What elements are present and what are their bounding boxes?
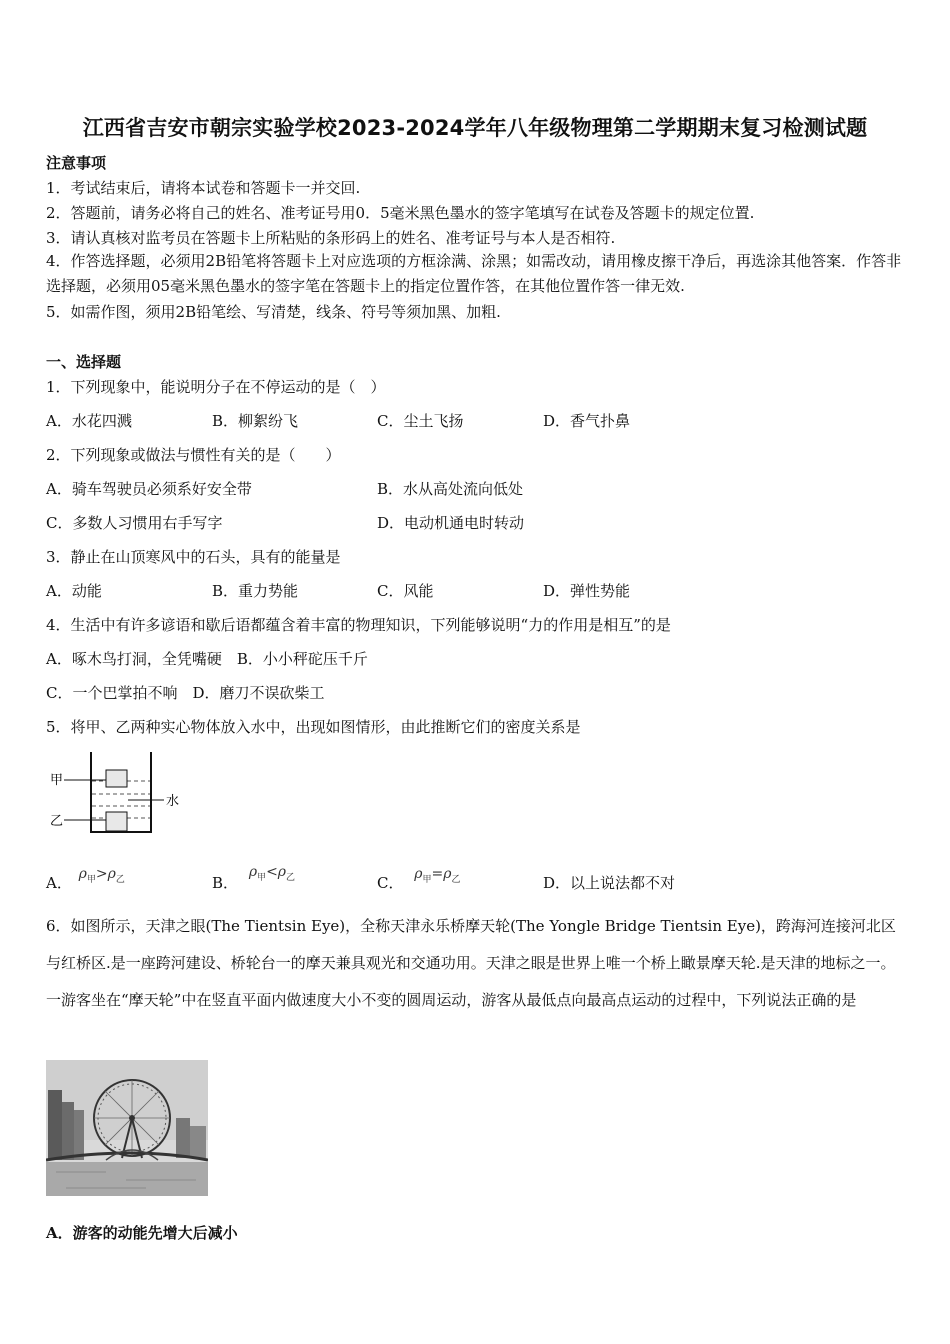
tianjin-eye-photo [46, 1060, 208, 1196]
q5-option-c [377, 866, 461, 895]
q6-option-a: A．游客的动能先增大后减小 [46, 1224, 238, 1242]
option-letter: C． [377, 874, 404, 892]
q5-option-b [212, 864, 296, 895]
q4-options-row-2: C．一个巴掌拍不响 D．磨刀不误砍柴工 [46, 684, 325, 702]
q3-option-a: A．动能 [46, 582, 102, 600]
q5-option-d: D．以上说法都不对 [543, 874, 676, 892]
option-letter: A． [46, 874, 72, 892]
density-relation: $\rho_甲=\rho_乙$ [414, 866, 461, 885]
q4-options-row-1: A．啄木鸟打洞，全凭嘴硬 B．小小秤砣压千斤 [46, 650, 368, 668]
q3-option-b: B．重力势能 [212, 582, 299, 600]
question-2-stem: 2．下列现象或做法与惯性有关的是（ ） [46, 446, 341, 464]
notice-item: 4．作答选择题，必须用2B铅笔将答题卡上对应选项的方框涂满、涂黑；如需改动，请用橡皮擦干净后，再选涂其他答案．作答非选择题，必须用05毫米黑色墨水的签字笔在答题卡上的指定位置作答，在其他位置作答一律无效. [46, 252, 902, 295]
object-jia [106, 770, 127, 787]
building [62, 1102, 74, 1160]
building [74, 1110, 84, 1160]
option-letter: B． [212, 874, 239, 892]
q2-option-a: A．骑车驾驶员必须系好安全带 [46, 480, 252, 498]
notice-item: 1．考试结束后，请将本试卷和答题卡一并交回. [46, 179, 361, 197]
label-water: 水 [166, 794, 180, 809]
q2-option-d: D．电动机通电时转动 [377, 514, 525, 532]
section-heading: 一、选择题 [46, 353, 122, 371]
density-relation: $\rho_甲<\rho_乙$ [248, 864, 296, 883]
exam-title: 江西省吉安市朝宗实验学校2023-2024学年八年级物理第二学期期末复习检测试题 [82, 116, 868, 140]
question-5-stem: 5．将甲、乙两种实心物体放入水中，出现如图情形，由此推断它们的密度关系是 [46, 718, 581, 736]
question-1-stem: 1．下列现象中，能说明分子在不停运动的是（ ） [46, 378, 386, 396]
q5-option-a [46, 866, 125, 895]
q2-option-c: C．多数人习惯用右手写字 [46, 514, 223, 532]
question-4-stem: 4．生活中有许多谚语和歇后语都蕴含着丰富的物理知识，下列能够说明“力的作用是相互”的是 [46, 616, 671, 634]
question-6-stem: 6．如图所示，天津之眼(The Tientsin Eye)，全称天津永乐桥摩天轮(The Yongle Bridge Tientsin Eye)，跨海河连接河北区与红桥区.是一座跨河建设、桥轮台一的摩天兼具观光和交通功用。天津之眼是世界上唯一个桥上瞰景摩天轮.是天津的地标之一。一游客坐在“摩天轮”中在竖直平面内做速度大小不变的圆周运动，游客从最低点向最高点运动的过程中，下列说法正确的是 [46, 917, 896, 1009]
building [190, 1126, 206, 1158]
label-yi: 乙 [50, 814, 64, 829]
object-yi [106, 812, 127, 831]
q1-option-b: B．柳絮纷飞 [212, 412, 299, 430]
density-relation: $\rho_甲>\rho_乙$ [78, 866, 125, 885]
label-jia: 甲 [50, 773, 64, 788]
q1-option-d: D．香气扑鼻 [543, 412, 631, 430]
q3-option-c: C．风能 [377, 582, 434, 600]
beaker-figure [46, 748, 196, 840]
question-3-stem: 3．静止在山顶寒风中的石头，具有的能量是 [46, 548, 341, 566]
notice-item: 3．请认真核对监考员在答题卡上所粘贴的条形码上的姓名、准考证号与本人是否相符. [46, 229, 616, 247]
building [48, 1090, 62, 1160]
notice-heading: 注意事项 [46, 154, 107, 172]
q1-option-c: C．尘土飞扬 [377, 412, 464, 430]
q2-option-b: B．水从高处流向低处 [377, 480, 524, 498]
river [46, 1162, 208, 1196]
notice-item: 5．如需作图，须用2B铅笔绘、写清楚，线条、符号等须加黑、加粗. [46, 303, 501, 321]
building [176, 1118, 190, 1158]
q3-option-d: D．弹性势能 [543, 582, 631, 600]
notice-item: 2．答题前，请务必将自己的姓名、准考证号用0．5毫米黑色墨水的签字笔填写在试卷及答题卡的规定位置. [46, 204, 755, 222]
q1-option-a: A．水花四溅 [46, 412, 132, 430]
